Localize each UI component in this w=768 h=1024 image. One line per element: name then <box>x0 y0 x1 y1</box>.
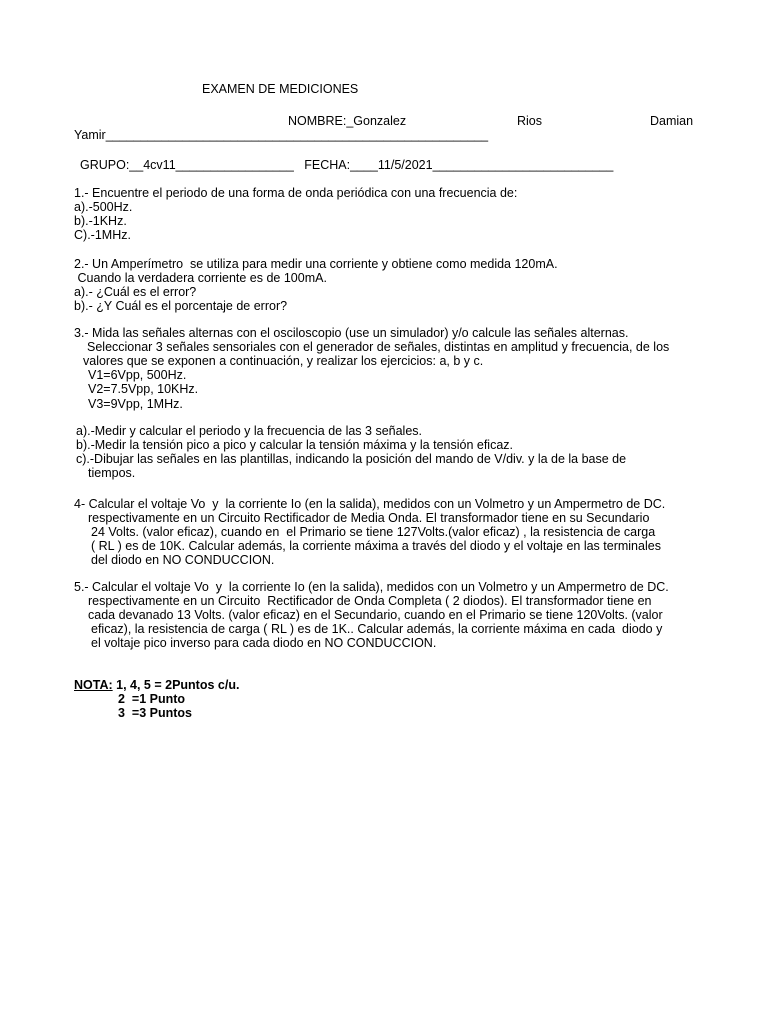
q4-line-3: 24 Volts. (valor eficaz), cuando en el Primario se tiene 127Volts.(valor eficaz) , la resistencia de carga <box>91 525 656 539</box>
q4-line-1: 4- Calcular el voltaje Vo y la corriente Io (en la salida), medidos con un Volmetro y un Ampermetro de DC. <box>74 497 666 511</box>
q3-signal-v1: V1=6Vpp, 500Hz. <box>88 368 187 382</box>
q4-line-5: del diodo en NO CONDUCCION. <box>91 553 275 567</box>
q3-option-c-1: c).-Dibujar las señales en las plantillas, indicando la posición del mando de V/div. y la de la base de <box>76 452 627 466</box>
q3-signal-v3: V3=9Vpp, 1MHz. <box>88 397 183 411</box>
q3-option-c-2: tiempos. <box>88 466 136 480</box>
name-middle: Rios <box>517 114 543 128</box>
q3-option-a: a).-Medir y calcular el periodo y la frecuencia de las 3 señales. <box>76 424 423 438</box>
exam-title: EXAMEN DE MEDICIONES <box>202 82 359 96</box>
q4-line-4: ( RL ) es de 10K. Calcular además, la corriente máxima a través del diodo y el voltaje en las terminales <box>91 539 661 553</box>
q3-text-3: valores que se exponen a continuación, y realizar los ejercicios: a, b y c. <box>83 354 484 368</box>
q2-text-1: 2.- Un Amperímetro se utiliza para medir una corriente y obtiene como medida 120mA. <box>74 257 558 271</box>
name-right: Damian <box>650 114 694 128</box>
q2-text-2: Cuando la verdadera corriente es de 100mA. <box>74 271 327 285</box>
q5-line-1: 5.- Calcular el voltaje Vo y la corriente Io (en la salida), medidos con un Volmetro y un Ampermetro de DC. <box>74 580 669 594</box>
q1-option-b: b).-1KHz. <box>74 214 127 228</box>
q3-text-2: Seleccionar 3 señales sensoriales con el generador de señales, distintas en amplitud y frecuencia, de los <box>87 340 670 354</box>
q2-option-b: b).- ¿Y Cuál es el porcentaje de error? <box>74 299 288 313</box>
nota-points-3: 3 =3 Puntos <box>118 706 192 720</box>
q3-text-1: 3.- Mida las señales alternas con el osciloscopio (use un simulador) y/o calcule las señales alternas. <box>74 326 629 340</box>
nota-line <box>74 678 239 692</box>
q3-option-b: b).-Medir la tensión pico a pico y calcular la tensión máxima y la tensión eficaz. <box>76 438 514 452</box>
q2-option-a: a).- ¿Cuál es el error? <box>74 285 197 299</box>
name-label: NOMBRE:_Gonzalez <box>288 114 407 128</box>
q5-line-4: eficaz), la resistencia de carga ( RL ) es de 1K.. Calcular además, la corriente máxima en cada diodo y <box>91 622 663 636</box>
q5-line-2: respectivamente en un Circuito Rectificador de Onda Completa ( 2 diodos). El transformador tiene en <box>88 594 652 608</box>
name-line-2: Yamir_______________________________________________________ <box>74 128 489 142</box>
q3-signal-v2: V2=7.5Vpp, 10KHz. <box>88 382 199 396</box>
q1-text: 1.- Encuentre el periodo de una forma de onda periódica con una frecuencia de: <box>74 186 518 200</box>
nota-points-1: 1, 4, 5 = 2Puntos c/u. <box>112 678 240 692</box>
q4-line-2: respectivamente en un Circuito Rectificador de Media Onda. El transformador tiene en su Secundario <box>88 511 650 525</box>
nota-points-2: 2 =1 Punto <box>118 692 186 706</box>
q5-line-5: el voltaje pico inverso para cada diodo en NO CONDUCCION. <box>91 636 437 650</box>
q1-option-c: C).-1MHz. <box>74 228 131 242</box>
group-date-line: GRUPO:__4cv11_________________ FECHA:____11/5/2021__________________________ <box>80 158 614 172</box>
q1-option-a: a).-500Hz. <box>74 200 133 214</box>
nota-label: NOTA: <box>74 678 113 692</box>
q5-line-3: cada devanado 13 Volts. (valor eficaz) en el Secundario, cuando en el Primario se tiene 120Volts. (valor <box>88 608 663 622</box>
